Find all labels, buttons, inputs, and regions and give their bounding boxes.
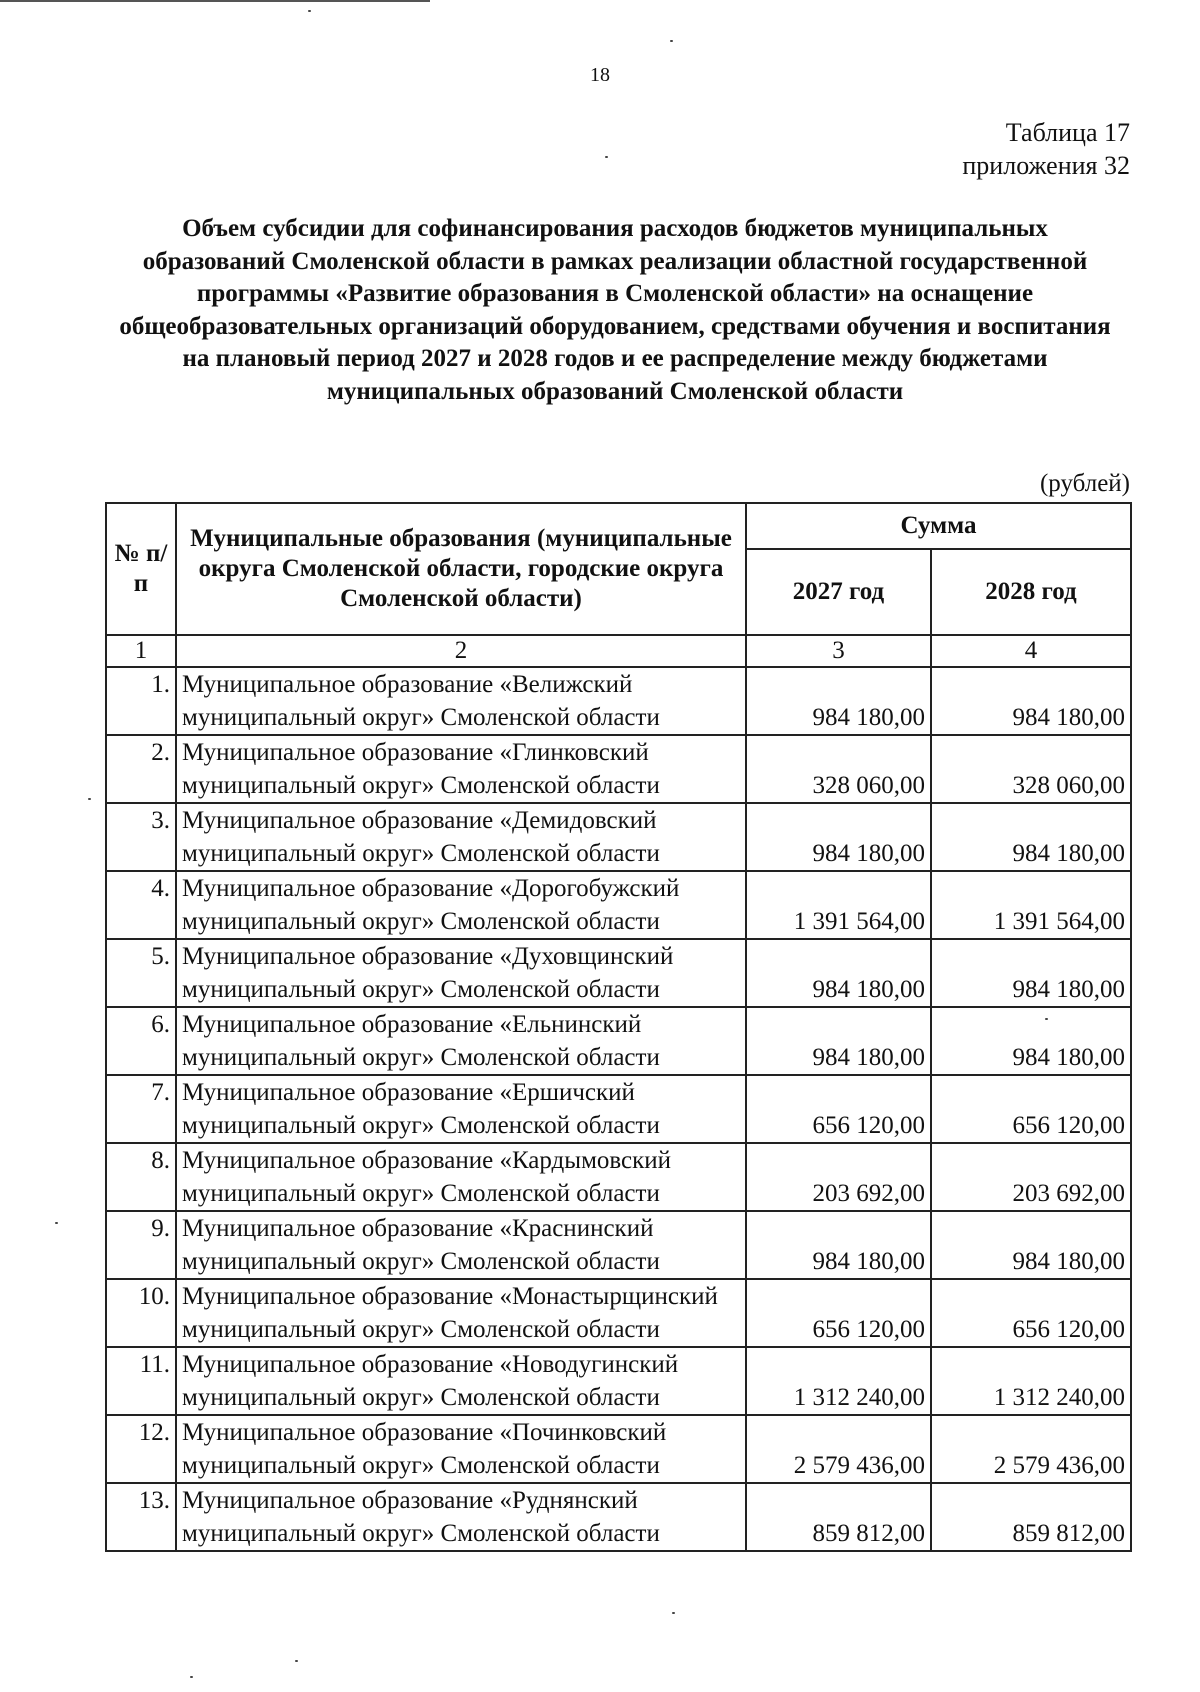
amount-2028: 984 180,00 — [931, 667, 1131, 735]
amount-2027: 984 180,00 — [746, 667, 931, 735]
scan-speck — [605, 156, 608, 158]
column-index: 4 — [931, 635, 1131, 667]
row-number: 10. — [106, 1279, 176, 1347]
amount-2028: 984 180,00 — [931, 939, 1131, 1007]
scan-speck — [88, 798, 91, 800]
row-number: 2. — [106, 735, 176, 803]
row-number: 8. — [106, 1143, 176, 1211]
table-row — [106, 803, 1131, 871]
row-number: 9. — [106, 1211, 176, 1279]
amount-2028: 328 060,00 — [931, 735, 1131, 803]
amount-2028: 1 391 564,00 — [931, 871, 1131, 939]
scan-speck — [190, 1676, 193, 1678]
municipality-name: Муниципальное образование «Демидовский муниципальный округ» Смоленской области — [176, 803, 746, 871]
municipality-name: Муниципальное образование «Глинковский муниципальный округ» Смоленской области — [176, 735, 746, 803]
amount-2027: 656 120,00 — [746, 1075, 931, 1143]
municipality-name: Муниципальное образование «Руднянский муниципальный округ» Смоленской области — [176, 1483, 746, 1551]
amount-2028: 984 180,00 — [931, 1007, 1131, 1075]
amount-2028: 656 120,00 — [931, 1279, 1131, 1347]
row-number: 13. — [106, 1483, 176, 1551]
unit-label: (рублей) — [1039, 470, 1130, 497]
table-row — [106, 1415, 1131, 1483]
table-reference-line-2: приложения 32 — [962, 151, 1130, 180]
header-year-2027: 2027 год — [746, 549, 931, 635]
row-number: 5. — [106, 939, 176, 1007]
municipality-name: Муниципальное образование «Ершичский муниципальный округ» Смоленской области — [176, 1075, 746, 1143]
amount-2028: 859 812,00 — [931, 1483, 1131, 1551]
table-row — [106, 1279, 1131, 1347]
scan-speck — [672, 1612, 675, 1614]
municipality-name: Муниципальное образование «Ельнинский муниципальный округ» Смоленской области — [176, 1007, 746, 1075]
row-number: 6. — [106, 1007, 176, 1075]
amount-2028: 984 180,00 — [931, 1211, 1131, 1279]
amount-2028: 2 579 436,00 — [931, 1415, 1131, 1483]
table-row — [106, 1075, 1131, 1143]
amount-2027: 984 180,00 — [746, 1007, 931, 1075]
amount-2027: 984 180,00 — [746, 939, 931, 1007]
municipality-name: Муниципальное образование «Починковский муниципальный округ» Смоленской области — [176, 1415, 746, 1483]
row-number: 4. — [106, 871, 176, 939]
amount-2027: 328 060,00 — [746, 735, 931, 803]
column-index: 1 — [106, 635, 176, 667]
municipality-name: Муниципальное образование «Кардымовский муниципальный округ» Смоленской области — [176, 1143, 746, 1211]
subsidy-table — [105, 502, 1132, 1552]
table-reference — [962, 116, 1130, 182]
table-row — [106, 1211, 1131, 1279]
amount-2027: 203 692,00 — [746, 1143, 931, 1211]
table-row — [106, 1143, 1131, 1211]
row-number: 7. — [106, 1075, 176, 1143]
header-sum: Сумма — [746, 503, 1131, 549]
header-row — [106, 503, 1131, 549]
row-number: 12. — [106, 1415, 176, 1483]
header-number: № п/п — [106, 503, 176, 635]
scan-speck — [670, 40, 673, 42]
municipality-name: Муниципальное образование «Дорогобужский муниципальный округ» Смоленской области — [176, 871, 746, 939]
municipality-name: Муниципальное образование «Велижский муниципальный округ» Смоленской области — [176, 667, 746, 735]
page-number: 18 — [590, 64, 610, 86]
municipality-name: Муниципальное образование «Монастырщинский муниципальный округ» Смоленской области — [176, 1279, 746, 1347]
amount-2027: 656 120,00 — [746, 1279, 931, 1347]
scan-speck — [1045, 1018, 1048, 1020]
header-year-2028: 2028 год — [931, 549, 1131, 635]
amount-2028: 1 312 240,00 — [931, 1347, 1131, 1415]
amount-2027: 1 312 240,00 — [746, 1347, 931, 1415]
table-row — [106, 939, 1131, 1007]
municipality-name: Муниципальное образование «Краснинский муниципальный округ» Смоленской области — [176, 1211, 746, 1279]
municipality-name: Муниципальное образование «Духовщинский муниципальный округ» Смоленской области — [176, 939, 746, 1007]
column-index: 3 — [746, 635, 931, 667]
municipality-name: Муниципальное образование «Новодугинский муниципальный округ» Смоленской области — [176, 1347, 746, 1415]
amount-2027: 1 391 564,00 — [746, 871, 931, 939]
table-row — [106, 871, 1131, 939]
row-number: 11. — [106, 1347, 176, 1415]
document-title: Объем субсидии для софинансирования расходов бюджетов муниципальных образований Смоленской области в рамках реализации областной государственной программы «Развитие образования в Смоленской области» на оснащение общеобразовательных организаций оборудованием, средствами обучения и воспитания на плановый период 2027 и 2028 годов и ее распределение между бюджетами муниципальных образований Смоленской области — [119, 215, 1111, 405]
table-row — [106, 735, 1131, 803]
column-index: 2 — [176, 635, 746, 667]
row-number: 3. — [106, 803, 176, 871]
header-municipality: Муниципальные образования (муниципальные округа Смоленской области, городские округа Смоленской области) — [176, 503, 746, 635]
amount-2028: 656 120,00 — [931, 1075, 1131, 1143]
table-row — [106, 667, 1131, 735]
row-number: 1. — [106, 667, 176, 735]
scan-speck — [295, 1660, 298, 1662]
table-row — [106, 1347, 1131, 1415]
table-row — [106, 1007, 1131, 1075]
amount-2027: 859 812,00 — [746, 1483, 931, 1551]
amount-2028: 984 180,00 — [931, 803, 1131, 871]
scan-speck — [55, 1222, 58, 1224]
amount-2027: 984 180,00 — [746, 1211, 931, 1279]
table-row — [106, 1483, 1131, 1551]
amount-2027: 2 579 436,00 — [746, 1415, 931, 1483]
scan-edge-line — [0, 0, 430, 2]
table-reference-line-1: Таблица 17 — [1005, 118, 1130, 147]
scan-speck — [308, 10, 311, 12]
amount-2028: 203 692,00 — [931, 1143, 1131, 1211]
column-index-row — [106, 635, 1131, 667]
amount-2027: 984 180,00 — [746, 803, 931, 871]
